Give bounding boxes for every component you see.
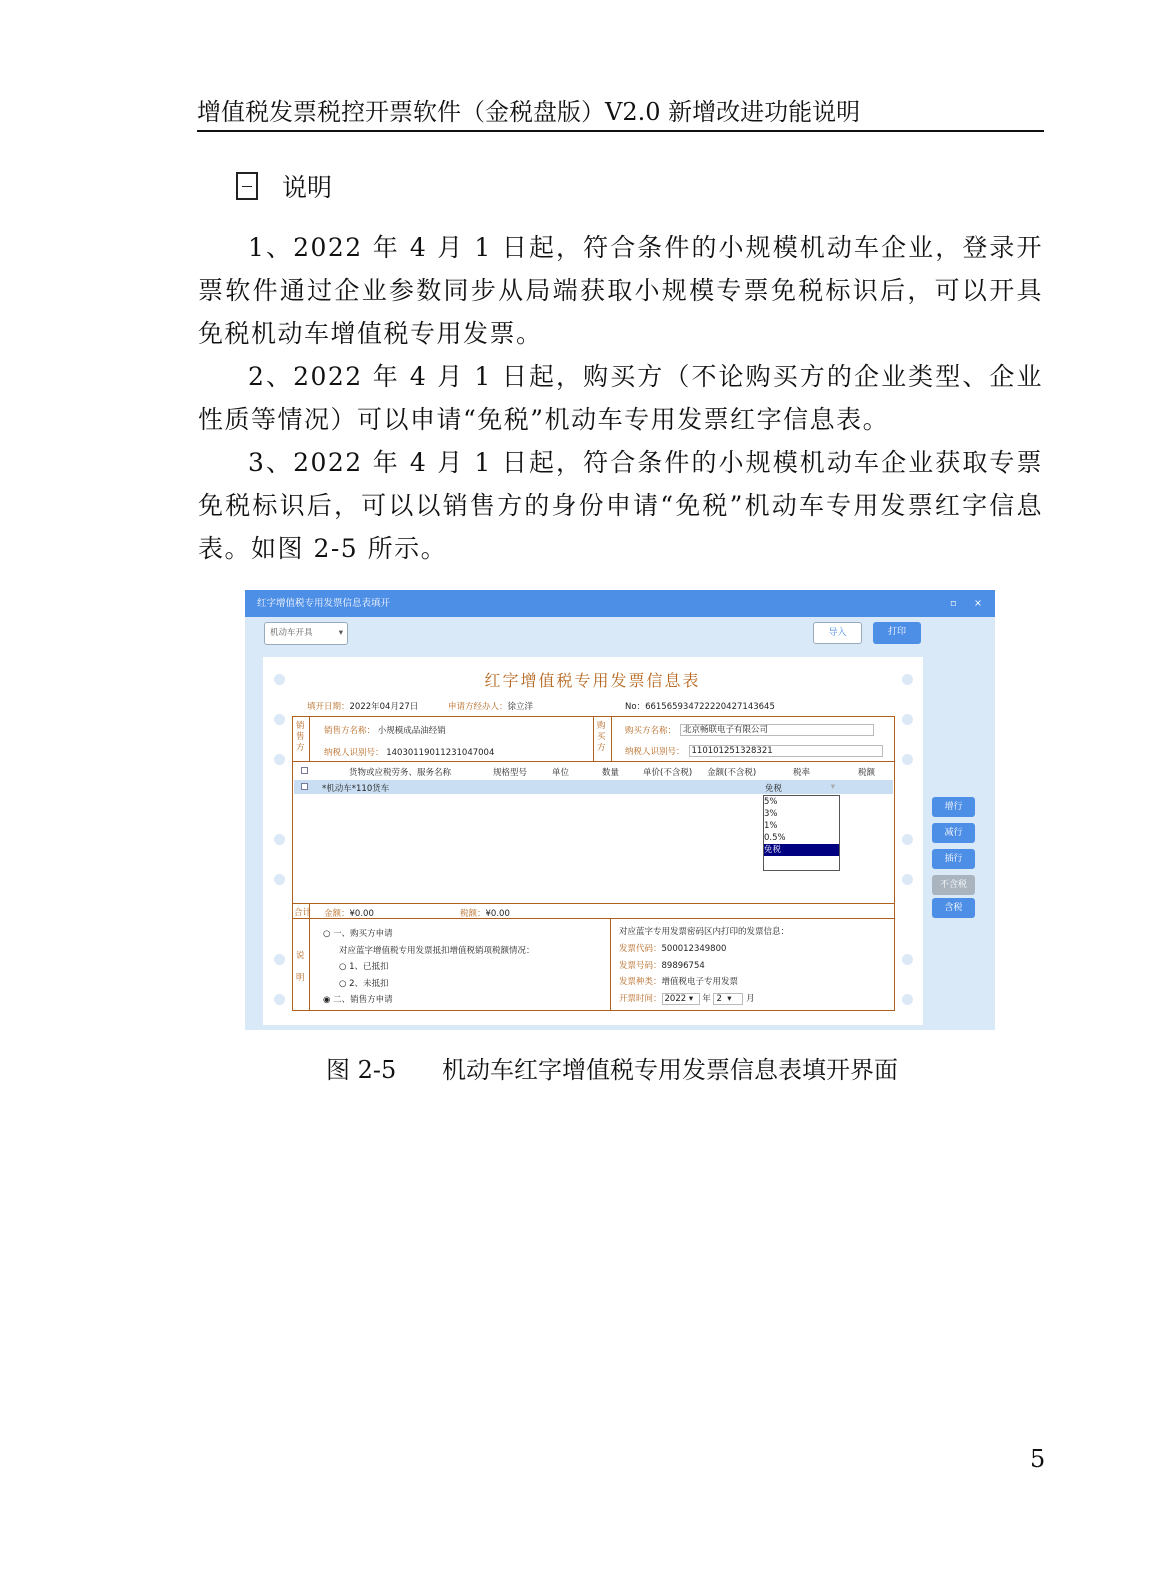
add-row-button[interactable]: 增行 bbox=[932, 797, 975, 817]
seller-tax-id: 140301190112310470​04 bbox=[386, 748, 495, 758]
punch-hole bbox=[274, 754, 285, 765]
tax-inclusive-button[interactable]: 含税 bbox=[932, 898, 975, 918]
rate-option[interactable]: 1% bbox=[764, 821, 778, 831]
buyer-side-label: 购买方 bbox=[597, 721, 606, 753]
operator: 徐立洋 bbox=[507, 702, 534, 712]
paragraph: 1、2022 年 4 月 1 日起，符合条件的小规模机动车企业，登录开票软件通过企业参数同步从局端获取小规模专票免税标识后，可以开具免税机动车增值税专用发票。 bbox=[198, 233, 1043, 348]
radio-not-deducted[interactable]: ○ 2、未抵扣 bbox=[339, 978, 389, 989]
punch-hole bbox=[274, 954, 285, 965]
rate-dropdown bbox=[763, 795, 840, 871]
seller-name-label: 销售方名称： bbox=[324, 726, 376, 736]
tax-label: 税额： bbox=[460, 909, 486, 919]
column-header: 规格型号 bbox=[493, 768, 528, 778]
punch-hole bbox=[902, 834, 913, 845]
print-button[interactable]: 打印 bbox=[873, 622, 921, 644]
punch-hole bbox=[902, 754, 913, 765]
radio-label: 二、销售方申请 bbox=[333, 995, 393, 1005]
month-unit: 月 bbox=[746, 994, 755, 1005]
operator-label: 申请方经办人： bbox=[448, 702, 508, 712]
row-checkbox[interactable] bbox=[301, 783, 308, 790]
rate-option[interactable]: 5% bbox=[764, 797, 778, 807]
column-header: 单位 bbox=[552, 768, 570, 778]
chevron-down-icon: ▾ bbox=[830, 782, 835, 792]
seller-tax-label: 纳税人识别号： bbox=[324, 748, 384, 758]
chevron-down-icon: ▾ bbox=[338, 628, 343, 638]
row-item-name: *机动车*110货车 bbox=[322, 784, 390, 794]
close-icon[interactable]: × bbox=[974, 598, 982, 609]
year-select[interactable]: 2022 ▾ bbox=[662, 993, 700, 1005]
type-label: 发票种类： bbox=[619, 977, 662, 988]
blue-info-label: 对应蓝字专用发票密码区内打印的发票信息： bbox=[619, 927, 790, 937]
rate-option-selected[interactable]: 免税 bbox=[764, 844, 839, 856]
column-header: 税率 bbox=[793, 768, 811, 778]
invoice-code: 500012349800 bbox=[661, 943, 727, 954]
title-bar bbox=[245, 590, 995, 617]
radio-label: 一、购买方申请 bbox=[333, 929, 393, 939]
year-value: 2022 bbox=[664, 994, 687, 1005]
delete-row-button[interactable]: 减行 bbox=[932, 823, 975, 843]
number-label: 发票号码： bbox=[619, 960, 662, 971]
mode-select-value: 机动车开具 bbox=[270, 628, 313, 638]
window-title: 红字增值税专用发票信息表填开 bbox=[257, 598, 391, 609]
punch-hole bbox=[274, 874, 285, 885]
form-title: 红字增值税专用发票信息表 bbox=[484, 671, 701, 690]
column-header: 金额(不含税) bbox=[707, 768, 757, 778]
column-header: 单价(不含税) bbox=[643, 768, 693, 778]
fill-date-label: 填开日期： bbox=[307, 702, 350, 712]
paragraph: 3、2022 年 4 月 1 日起，符合条件的小规模机动车企业获取专票免税标识后，可以以销售方的身份申请“免税”机动车专用发票红字信息表。如图 2-5 所示。 bbox=[198, 448, 1043, 563]
radio-deducted[interactable]: ○ 1、已抵扣 bbox=[339, 962, 389, 972]
page-header: 增值税发票税控开票软件（金税盘版）V2.0 新增改进功能说明 bbox=[197, 96, 1044, 132]
form-number: 661565934722220427143645 bbox=[645, 702, 775, 712]
rate-select[interactable] bbox=[765, 782, 837, 794]
amount-label: 金额： bbox=[324, 909, 350, 919]
punch-hole bbox=[274, 714, 285, 725]
section-title: 说明 bbox=[282, 173, 333, 202]
punch-hole bbox=[902, 994, 913, 1005]
buyer-name-label: 购买方名称： bbox=[625, 726, 677, 736]
column-header: 数量 bbox=[602, 768, 620, 778]
section-heading bbox=[236, 168, 332, 204]
fill-date: 2022年04月27日 bbox=[349, 702, 419, 712]
seller-side-label: 销售方 bbox=[296, 721, 305, 753]
radio-buyer[interactable]: ○ 一、购买方申请 bbox=[323, 929, 393, 939]
select-all-checkbox[interactable] bbox=[301, 767, 308, 774]
radio-seller[interactable]: ◉ 二、销售方申请 bbox=[323, 995, 393, 1005]
column-header: 税额 bbox=[858, 768, 876, 778]
tax-exclusive-button[interactable]: 不含税 bbox=[932, 875, 975, 895]
document-icon bbox=[236, 172, 258, 200]
total-amount: ¥0.00 bbox=[349, 909, 374, 919]
punch-hole bbox=[902, 954, 913, 965]
mode-select[interactable] bbox=[264, 622, 348, 645]
note-label: 说明 bbox=[296, 951, 305, 983]
app-screenshot bbox=[245, 590, 995, 1030]
month-select[interactable]: 2 ▾ bbox=[713, 993, 743, 1005]
buyer-name-input[interactable]: 北京畅联电子有限公司 bbox=[680, 724, 874, 736]
rate-select-value: 免税 bbox=[765, 784, 783, 794]
total-label: 合计 bbox=[294, 908, 312, 918]
invoice-number: 89896754 bbox=[661, 960, 705, 971]
radio-label: 1、已抵扣 bbox=[349, 962, 389, 972]
figure-caption: 图 2-5 机动车红字增值税专用发票信息表填开界面 bbox=[326, 1056, 899, 1084]
buyer-tax-input[interactable]: 110101251328321 bbox=[689, 745, 883, 757]
column-header: 货物或应税劳务、服务名称 bbox=[349, 768, 452, 778]
insert-row-button[interactable]: 插行 bbox=[932, 849, 975, 869]
punch-hole bbox=[902, 714, 913, 725]
invoice-type: 增值税电子专用发票 bbox=[661, 977, 739, 988]
body-text bbox=[198, 226, 1043, 570]
rate-option[interactable]: 3% bbox=[764, 809, 778, 819]
maximize-icon[interactable]: ▫ bbox=[950, 598, 957, 609]
no-label: No： bbox=[625, 702, 646, 712]
seller-name: 小规模成品油经销 bbox=[377, 726, 446, 736]
punch-hole bbox=[902, 874, 913, 885]
month-value: 2 bbox=[716, 994, 722, 1005]
total-tax: ¥0.00 bbox=[485, 909, 510, 919]
paragraph: 2、2022 年 4 月 1 日起，购买方（不论购买方的企业类型、企业性质等情况）可以申请“免税”机动车专用发票红字信息表。 bbox=[198, 362, 1043, 434]
code-label: 发票代码： bbox=[619, 943, 662, 954]
punch-hole bbox=[274, 994, 285, 1005]
punch-hole bbox=[274, 834, 285, 845]
radio-label: 2、未抵扣 bbox=[349, 978, 389, 989]
time-label: 开票时间： bbox=[619, 994, 662, 1005]
rate-option[interactable]: 0.5% bbox=[764, 833, 786, 843]
year-unit: 年 bbox=[702, 994, 711, 1005]
page-number: 5 bbox=[1030, 1445, 1046, 1473]
import-button[interactable]: 导入 bbox=[813, 622, 862, 644]
buyer-tax-label: 纳税人识别号： bbox=[625, 747, 685, 757]
deduct-question: 对应蓝字增值税专用发票抵扣增值税销项税额情况： bbox=[339, 945, 535, 956]
